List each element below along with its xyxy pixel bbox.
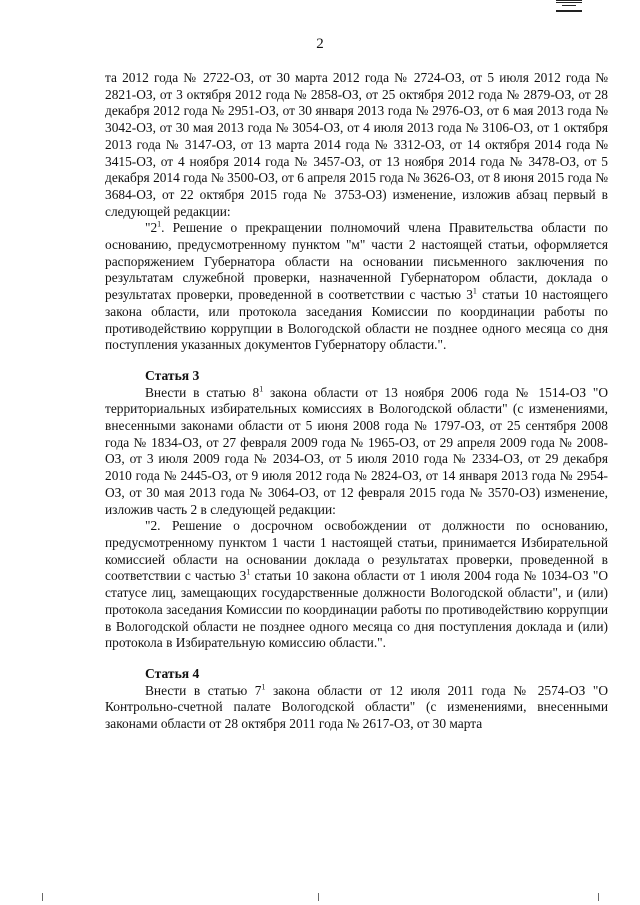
document-body xyxy=(105,70,608,733)
article-4-paragraph xyxy=(105,683,608,733)
superscript: 1 xyxy=(472,286,477,296)
superscript: 1 xyxy=(157,219,162,229)
quote-text-part: "2. Решение о досрочном освобождении от должности по основанию, предусмотренному пунктом 1 части 1 настоящей статьи, принимается Избирательной комиссией области на основании доклада о результатах проверки, проведенной в соответствии с частью 3 xyxy=(105,518,608,584)
article-text-part: закона области от 12 июля 2011 года № 2574-ОЗ "О Контрольно-счетной палате Вологодской области" (с изменениями, внесенными законами области от 28 октября 2011 года № 2617-ОЗ, от 30 марта xyxy=(105,682,608,732)
quote-open: "2 xyxy=(145,220,158,236)
article-3-paragraph xyxy=(105,385,608,519)
quoted-amendment-paragraph-1 xyxy=(105,220,608,354)
quoted-amendment-paragraph-2 xyxy=(105,518,608,652)
page-number: 2 xyxy=(316,36,324,52)
scan-edge-mark xyxy=(42,893,43,901)
scan-corner-mark xyxy=(556,0,582,12)
superscript: 1 xyxy=(259,384,264,394)
superscript: 1 xyxy=(246,567,251,577)
quote-text-part: статьи 10 настоящего закона области, или протокола заседания Комиссии по координации работы по противодействию коррупции в Вологодской области не позднее одного месяца со дня поступления указанных документов Губернатору области.". xyxy=(105,287,608,353)
scan-edge-mark xyxy=(318,893,319,901)
scan-edge-mark xyxy=(598,893,599,901)
article-text-part: Внести в статью 8 xyxy=(145,384,260,400)
article-4-heading: Статья 4 xyxy=(145,665,200,681)
article-text-part: закона области от 13 ноября 2006 года № 1514-ОЗ "О территориальных избирательных комиссиях в Вологодской области" (с изменениями, внесенными законами области от 5 июня 2008 года № 1797-ОЗ, от 25 сентября 2008 года № 1834-ОЗ, от 27 февраля 2009 года № 1965-ОЗ, от 29 апреля 2009 года № 2008-ОЗ, от 3 июля 2009 года № 2034-ОЗ, от 5 июля 2010 года № 2334-ОЗ, от 29 декабря 2010 года № 2445-ОЗ, от 9 июля 2012 года № 2824-ОЗ, от 14 января 2013 года № 2954-ОЗ, от 30 мая 2013 года № 3064-ОЗ, от 12 февраля 2015 года № 3570-ОЗ) изменение, изложив часть 2 в следующей редакции: xyxy=(105,384,608,517)
quote-text-part: статьи 10 закона области от 1 июля 2004 года № 1034-ОЗ "О статусе лиц, замещающих государственные должности Вологодской области", и (или) протокола заседания Комиссии по координации работы по противодействию коррупции в Вологодской области не позднее одного месяца со дня поступления доклада и (или) протокола в Избирательную комиссию области.". xyxy=(105,568,608,651)
amendment-continuation-paragraph: та 2012 года № 2722-ОЗ, от 30 марта 2012 года № 2724-ОЗ, от 5 июля 2012 года № 2821-ОЗ, от 3 октября 2012 года № 2858-ОЗ, от 25 октября 2012 года № 2879-ОЗ, от 28 декабря 2012 года № 2951-ОЗ, от 30 января 2013 года № 2976-ОЗ, от 6 мая 2013 года № 3042-ОЗ, от 30 мая 2013 года № 3054-ОЗ, от 4 июля 2013 года № 3106-ОЗ, от 1 октября 2013 года № 3147-ОЗ, от 13 марта 2014 года № 3312-ОЗ, от 14 октября 2014 года № 3415-ОЗ, от 4 ноября 2014 года № 3457-ОЗ, от 13 ноября 2014 года № 3478-ОЗ, от 5 декабря 2014 года № 3500-ОЗ, от 6 апреля 2015 года № 3626-ОЗ, от 8 июня 2015 года № 3684-ОЗ, от 22 октября 2015 года № 3753-ОЗ) изменение, изложив абзац первый в следующей редакции: xyxy=(105,70,608,219)
article-3-heading: Статья 3 xyxy=(145,367,200,383)
superscript: 1 xyxy=(261,682,266,692)
article-text-part: Внести в статью 7 xyxy=(145,682,262,698)
quote-text-part: . Решение о прекращении полномочий члена Правительства области по основанию, предусмотренному пунктом "м" части 2 настоящей статьи, оформляется распоряжением Губернатора области на основании письменного заключения по результатам служебной проверки, назначенной Губернатором области, доклада о результатах проверки, проведенной в соответствии с частью 3 xyxy=(105,220,608,303)
